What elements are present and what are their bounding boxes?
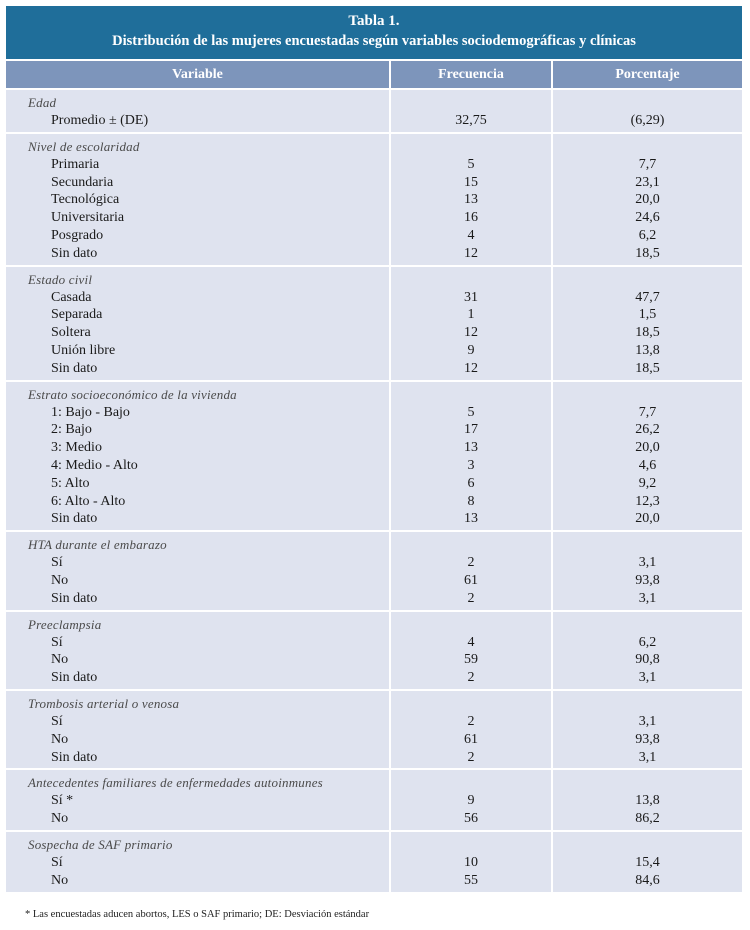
group-percentage-cell: [553, 267, 742, 380]
group-variable-cell: [6, 770, 389, 830]
group-title-spacer: [391, 138, 551, 156]
row-percentage: 3,1: [638, 590, 657, 606]
row-percentage: 1,5: [638, 307, 657, 323]
row-frequency: 55: [464, 872, 478, 888]
row-label: Posgrado: [51, 227, 104, 243]
row-label: Separada: [51, 307, 103, 323]
row-label: Primaria: [51, 156, 100, 172]
group-frequency-cell: [391, 612, 551, 689]
table-group: [6, 770, 742, 830]
row-label: No: [51, 811, 69, 827]
row-percentage: 18,5: [635, 360, 660, 376]
group-frequency-cell: [391, 134, 551, 265]
table-group: [6, 90, 742, 132]
row-label: Sí: [51, 854, 63, 870]
row-frequency: 13: [464, 440, 478, 456]
row-percentage: 84,6: [635, 872, 660, 888]
row-label: 2: Bajo: [51, 422, 92, 438]
group-title-spacer: [391, 271, 551, 289]
group-title: Trombosis arterial o venosa: [28, 695, 180, 711]
row-percentage: 3,1: [638, 713, 657, 729]
table-group: [6, 267, 742, 380]
group-title: Estado civil: [28, 271, 93, 287]
row-frequency: 12: [464, 325, 478, 341]
row-frequency: 2: [467, 670, 475, 686]
row-percentage: 3,1: [638, 749, 657, 765]
group-percentage-cell: [553, 532, 742, 609]
row-frequency: 13: [464, 192, 478, 208]
row-label: No: [51, 731, 69, 747]
table-body: [6, 90, 742, 892]
row-frequency: 5: [467, 404, 475, 420]
row-percentage: 6,2: [638, 227, 657, 243]
table-group: [6, 612, 742, 689]
table-group: [6, 382, 742, 531]
header-variable: Variable: [6, 61, 389, 88]
row-percentage: (6,29): [630, 113, 665, 128]
group-frequency-cell: [391, 832, 551, 892]
row-label: Soltera: [51, 325, 91, 341]
row-label: Unión libre: [51, 342, 116, 358]
row-label: Sin dato: [51, 749, 98, 765]
group-title-spacer: [391, 94, 551, 112]
row-percentage: 15,4: [635, 854, 660, 870]
row-frequency: 2: [467, 590, 475, 606]
table-number: Tabla 1.: [348, 13, 400, 29]
row-frequency: 12: [464, 245, 478, 261]
row-percentage: 3,1: [638, 555, 657, 571]
row-frequency: 17: [464, 422, 478, 438]
row-percentage: 7,7: [638, 156, 657, 172]
group-title: Edad: [28, 95, 57, 110]
row-label: 1: Bajo - Bajo: [51, 404, 130, 420]
row-percentage: 86,2: [635, 811, 660, 827]
group-title-spacer: [391, 774, 551, 792]
group-frequency-cell: [391, 532, 551, 609]
row-frequency: 61: [464, 572, 478, 588]
row-label: Sin dato: [51, 590, 98, 606]
group-title: Antecedentes familiares de enfermedades autoinmunes: [28, 775, 323, 791]
table-footnote: * Las encuestadas aducen abortos, LES o SAF primario; DE: Desviación estándar: [25, 909, 370, 920]
row-percentage: 93,8: [635, 731, 660, 747]
row-frequency: 12: [464, 360, 478, 376]
group-variable-cell: [6, 267, 389, 380]
group-title-spacer: [553, 616, 742, 634]
row-label: Promedio ± (DE): [51, 113, 149, 128]
row-label: No: [51, 872, 69, 888]
row-percentage: 18,5: [635, 325, 660, 341]
table-group: [6, 691, 742, 768]
row-percentage: 20,0: [635, 511, 660, 527]
group-frequency-cell: [391, 90, 551, 132]
table-title-box: [6, 6, 742, 59]
row-percentage: 9,2: [638, 475, 657, 491]
row-label: Sí: [51, 634, 63, 650]
group-percentage-cell: [553, 691, 742, 768]
row-frequency: 4: [467, 634, 475, 650]
row-percentage: 4,6: [638, 457, 657, 473]
row-percentage: 20,0: [635, 192, 660, 208]
group-variable-cell: [6, 691, 389, 768]
row-frequency: 31: [464, 289, 478, 305]
group-title-spacer: [553, 386, 742, 404]
header-percentage: Porcentaje: [553, 61, 742, 88]
row-label: No: [51, 572, 69, 588]
row-label: Sí: [51, 713, 63, 729]
row-label: Universitaria: [51, 210, 125, 226]
row-frequency: 6: [467, 475, 475, 491]
row-percentage: 13,8: [635, 342, 660, 358]
row-frequency: 16: [464, 210, 478, 226]
row-label: 6: Alto - Alto: [51, 493, 126, 509]
row-label: Secundaria: [51, 174, 114, 190]
group-percentage-cell: [553, 90, 742, 132]
group-frequency-cell: [391, 382, 551, 531]
group-title-spacer: [553, 536, 742, 554]
row-percentage: 12,3: [635, 493, 660, 509]
row-label: Sin dato: [51, 670, 98, 686]
group-percentage-cell: [553, 134, 742, 265]
group-variable-cell: [6, 90, 389, 132]
row-percentage: 93,8: [635, 572, 660, 588]
row-frequency: 9: [467, 342, 475, 358]
table-header-row: [6, 61, 742, 88]
group-frequency-cell: [391, 691, 551, 768]
row-frequency: 2: [467, 749, 475, 765]
row-frequency: 13: [464, 511, 478, 527]
row-frequency: 32,75: [455, 113, 487, 128]
row-label: Sin dato: [51, 245, 98, 261]
group-title: Sospecha de SAF primario: [28, 836, 173, 852]
row-label: Casada: [51, 289, 92, 305]
row-percentage: 47,7: [635, 289, 660, 305]
group-percentage-cell: [553, 612, 742, 689]
row-frequency: 5: [467, 156, 475, 172]
row-label: Tecnológica: [51, 192, 120, 208]
group-variable-cell: [6, 532, 389, 609]
row-frequency: 3: [467, 457, 475, 473]
row-percentage: 20,0: [635, 440, 660, 456]
row-frequency: 8: [467, 493, 475, 509]
group-title-spacer: [553, 94, 742, 112]
row-percentage: 18,5: [635, 245, 660, 261]
group-percentage-cell: [553, 770, 742, 830]
group-variable-cell: [6, 832, 389, 892]
group-frequency-cell: [391, 770, 551, 830]
group-title: Estrato socioeconómico de la vivienda: [28, 386, 237, 402]
row-label: Sin dato: [51, 360, 98, 376]
group-title: Preeclampsia: [28, 616, 102, 632]
row-label: 5: Alto: [51, 475, 90, 491]
group-title-spacer: [391, 386, 551, 404]
row-percentage: 6,2: [638, 634, 657, 650]
group-title-spacer: [553, 271, 742, 289]
row-label: No: [51, 652, 69, 668]
group-title-spacer: [553, 774, 742, 792]
row-frequency: 2: [467, 555, 475, 571]
row-frequency: 61: [464, 731, 478, 747]
row-frequency: 10: [464, 854, 478, 870]
row-label: Sin dato: [51, 511, 98, 527]
row-frequency: 9: [467, 793, 475, 809]
row-percentage: 24,6: [635, 210, 660, 226]
header-frequency: Frecuencia: [391, 61, 551, 88]
row-percentage: 3,1: [638, 670, 657, 686]
group-title-spacer: [391, 616, 551, 634]
row-frequency: 56: [464, 811, 478, 827]
table-caption: Distribución de las mujeres encuestadas según variables sociodemográficas y clínicas: [112, 33, 636, 49]
row-frequency: 1: [467, 307, 475, 323]
group-percentage-cell: [553, 832, 742, 892]
group-title: HTA durante el embarazo: [28, 537, 167, 553]
table-container: [6, 6, 742, 892]
row-percentage: 26,2: [635, 422, 660, 438]
group-variable-cell: [6, 612, 389, 689]
row-percentage: 90,8: [635, 652, 660, 668]
group-variable-cell: [6, 382, 389, 531]
group-title-spacer: [391, 695, 551, 713]
table-group: [6, 532, 742, 609]
group-percentage-cell: [553, 382, 742, 531]
group-title: Nivel de escolaridad: [28, 138, 140, 154]
row-frequency: 2: [467, 713, 475, 729]
row-label: 4: Medio - Alto: [51, 457, 138, 473]
table-group: [6, 832, 742, 892]
row-frequency: 4: [467, 227, 475, 243]
row-label: 3: Medio: [51, 440, 102, 456]
group-title-spacer: [553, 836, 742, 854]
table-group: [6, 134, 742, 265]
group-title-spacer: [391, 836, 551, 854]
row-frequency: 59: [464, 652, 478, 668]
row-percentage: 23,1: [635, 174, 660, 190]
row-label: Sí *: [51, 793, 74, 809]
group-title-spacer: [553, 138, 742, 156]
group-title-spacer: [553, 695, 742, 713]
group-frequency-cell: [391, 267, 551, 380]
group-variable-cell: [6, 134, 389, 265]
row-label: Sí: [51, 555, 63, 571]
group-title-spacer: [391, 536, 551, 554]
row-percentage: 7,7: [638, 404, 657, 420]
row-frequency: 15: [464, 174, 478, 190]
row-percentage: 13,8: [635, 793, 660, 809]
